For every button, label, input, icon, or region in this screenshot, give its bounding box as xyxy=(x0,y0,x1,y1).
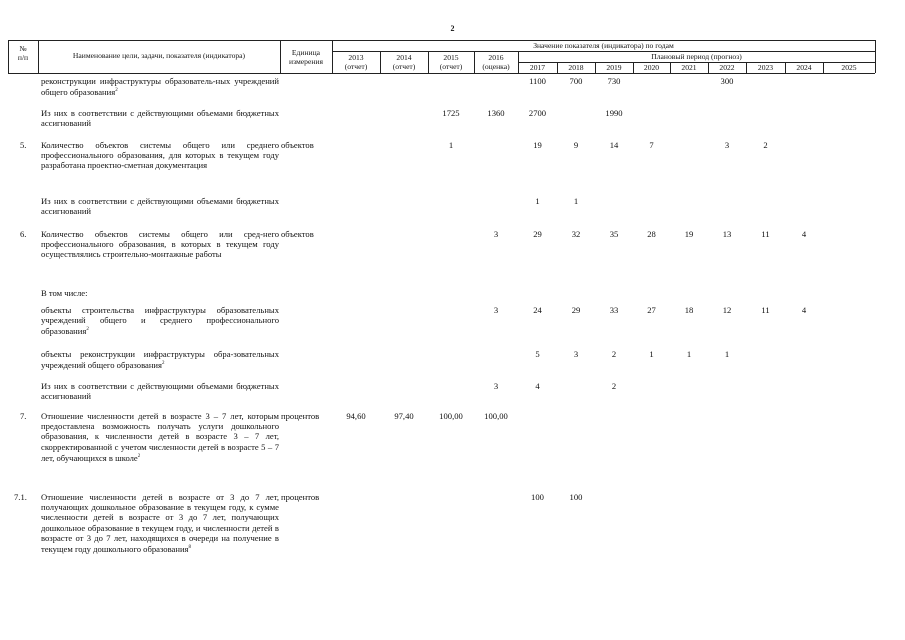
year-header-2019: 2019 xyxy=(606,63,622,72)
cell-value-2016: 3 xyxy=(493,229,499,239)
row-number: 5. xyxy=(20,140,27,150)
cell-value-2024: 4 xyxy=(801,305,807,315)
cell-value-2016: 1360 xyxy=(487,108,505,118)
cell-value-2020: 28 xyxy=(647,229,656,239)
cell-value-2018: 32 xyxy=(571,229,581,239)
row-number: 7.1. xyxy=(14,492,27,502)
cell-value-2018: 3 xyxy=(573,349,579,359)
cell-value-2019: 2 xyxy=(611,349,617,359)
row-name-text: объекты строительства инфраструктуры образовательных учреждений общего и среднего профессионального образования xyxy=(41,305,279,337)
year-header-2021: 2021 xyxy=(681,63,697,72)
cell-value-2014: 97,40 xyxy=(394,411,414,421)
cell-value-2019: 35 xyxy=(609,229,619,239)
row-name xyxy=(41,108,279,128)
year-header-2018: 2018 xyxy=(568,63,584,72)
cell-value-2022: 3 xyxy=(724,140,730,150)
cell-value-2022: 12 xyxy=(722,305,732,315)
row-name-text: Из них в соответствии с действующими объемами бюджетных ассигнований xyxy=(41,381,279,402)
header-num: № п/п xyxy=(17,44,29,62)
cell-value-2018: 29 xyxy=(571,305,581,315)
cell-value-2017: 4 xyxy=(535,381,540,391)
cell-value-2019: 2 xyxy=(611,381,617,391)
row-name xyxy=(41,229,279,260)
row-name xyxy=(41,411,279,463)
cell-value-2017: 2700 xyxy=(528,108,547,118)
cell-value-2022: 300 xyxy=(720,76,734,86)
year-header-2014: 2014 xyxy=(396,53,412,62)
cell-value-2017: 29 xyxy=(533,229,542,239)
cell-value-2021: 1 xyxy=(686,349,692,359)
year-header-2017: 2017 xyxy=(529,63,546,72)
footnote-mark: 2 xyxy=(137,453,141,459)
cell-value-2017: 5 xyxy=(535,349,540,359)
year-kind-2015: (отчет) xyxy=(439,62,463,71)
year-header-2024: 2024 xyxy=(796,63,812,72)
row-name xyxy=(41,305,279,336)
cell-value-2020: 7 xyxy=(649,140,654,150)
row-unit: объектов xyxy=(281,140,314,150)
cell-value-2016: 3 xyxy=(493,381,499,391)
cell-value-2018: 100 xyxy=(569,492,583,502)
header-name: Наименование цели, задачи, показателя (индикатора) xyxy=(72,51,246,60)
cell-value-2023: 11 xyxy=(761,305,770,315)
cell-value-2017: 19 xyxy=(533,140,542,150)
cell-value-2019: 33 xyxy=(609,305,619,315)
year-header-2022: 2022 xyxy=(719,63,735,72)
cell-value-2020: 27 xyxy=(647,305,656,315)
cell-value-2017: 1 xyxy=(535,196,540,206)
year-header-2025: 2025 xyxy=(841,63,857,72)
year-header-2016: 2016 xyxy=(488,53,504,62)
year-kind-2016: (оценка) xyxy=(482,62,510,71)
cell-value-2015: 1 xyxy=(448,140,454,150)
cell-value-2015: 1725 xyxy=(442,108,460,118)
cell-value-2017: 100 xyxy=(531,492,544,502)
row-name xyxy=(41,76,279,97)
row-name-text: реконструкции инфраструктуры образователь-ных учреждений общего образования xyxy=(41,76,279,98)
cell-value-2021: 18 xyxy=(684,305,694,315)
cell-value-2016: 3 xyxy=(493,305,499,315)
page-number: 2 xyxy=(450,24,455,33)
cell-value-2018: 1 xyxy=(573,196,579,206)
year-header-2015: 2015 xyxy=(443,53,459,62)
row-name-text: Из них в соответствии с действующими объемами бюджетных ассигнований xyxy=(41,108,279,129)
row-name-text: Из них в соответствии с действующими объемами бюджетных ассигнований xyxy=(41,196,279,217)
cell-value-2017: 1100 xyxy=(529,76,546,86)
row-name xyxy=(41,492,279,554)
cell-value-2023: 2 xyxy=(763,140,768,150)
cell-value-2019: 730 xyxy=(607,76,621,86)
row-name xyxy=(41,381,279,401)
header-plan-group: Плановый период (прогноз) xyxy=(651,52,742,61)
row-number: 7. xyxy=(20,411,27,421)
row-unit: процентов xyxy=(281,492,320,502)
header-unit: Единица измерения xyxy=(289,48,323,66)
cell-value-2017: 24 xyxy=(533,305,542,315)
row-name-text: Количество объектов системы общего или сред-него профессионального образования, в которых в текущем году осуществлялись строительно-монтажные работы xyxy=(41,229,279,260)
row-unit: процентов xyxy=(281,411,320,421)
cell-value-2013: 94,60 xyxy=(346,411,366,421)
row-name xyxy=(41,288,279,298)
row-name-text: В том числе: xyxy=(41,288,88,298)
cell-value-2024: 4 xyxy=(801,229,807,239)
footnote-mark: 2 xyxy=(162,361,165,367)
row-name xyxy=(41,140,279,171)
year-kind-2013: (отчет) xyxy=(344,62,368,71)
year-header-2023: 2023 xyxy=(757,63,774,72)
row-unit: объектов xyxy=(281,229,314,239)
cell-value-2023: 11 xyxy=(761,229,770,239)
row-name-text: Отношение численности детей в возрасте от 3 до 7 лет, получающих дошкольное образование в текущем году, к сумме численности детей в возрасте от 3 до 7 лет, получающих дошкольное образование в текущем году, и численности детей в возрасте от 3 до 7 лет, находящихся в очереди на получение в текущем году дошкольного образования xyxy=(41,492,279,554)
cell-value-2015: 100,00 xyxy=(439,411,463,421)
cell-value-2018: 700 xyxy=(569,76,583,86)
row-name-text: Отношение численности детей в возрасте 3 – 7 лет, которым предоставлена возможность получать услуги дошкольного образования, к численности детей в возрасте 3 – 7 лет, скорректированной с учетом численности детей в возрасте 5 – 7 лет, обучающихся в школе xyxy=(41,411,279,463)
row-name-text: Количество объектов системы общего или среднего профессионального образования, для которых в текущем году разработана проектно-сметная документация xyxy=(41,140,279,171)
cell-value-2019: 14 xyxy=(609,140,619,150)
footnote-mark: 2 xyxy=(115,88,118,94)
row-number: 6. xyxy=(20,229,27,239)
cell-value-2018: 9 xyxy=(573,140,579,150)
row-name xyxy=(41,196,279,216)
header-value-group: Значение показателя (индикатора) по годам xyxy=(533,41,674,50)
row-name-text: объекты реконструкции инфраструктуры обра-зовательных учреждений общего образования xyxy=(41,349,279,371)
year-kind-2014: (отчет) xyxy=(392,62,416,71)
year-header-2013: 2013 xyxy=(348,53,364,62)
cell-value-2022: 1 xyxy=(724,349,730,359)
footnote-mark: 8 xyxy=(188,545,192,551)
row-name xyxy=(41,349,279,370)
year-header-2020: 2020 xyxy=(643,63,660,72)
cell-value-2022: 13 xyxy=(722,229,732,239)
cell-value-2019: 1990 xyxy=(605,108,623,118)
cell-value-2020: 1 xyxy=(649,349,654,359)
cell-value-2016: 100,00 xyxy=(484,411,508,421)
footnote-mark: 2 xyxy=(86,327,89,333)
cell-value-2021: 19 xyxy=(684,229,694,239)
